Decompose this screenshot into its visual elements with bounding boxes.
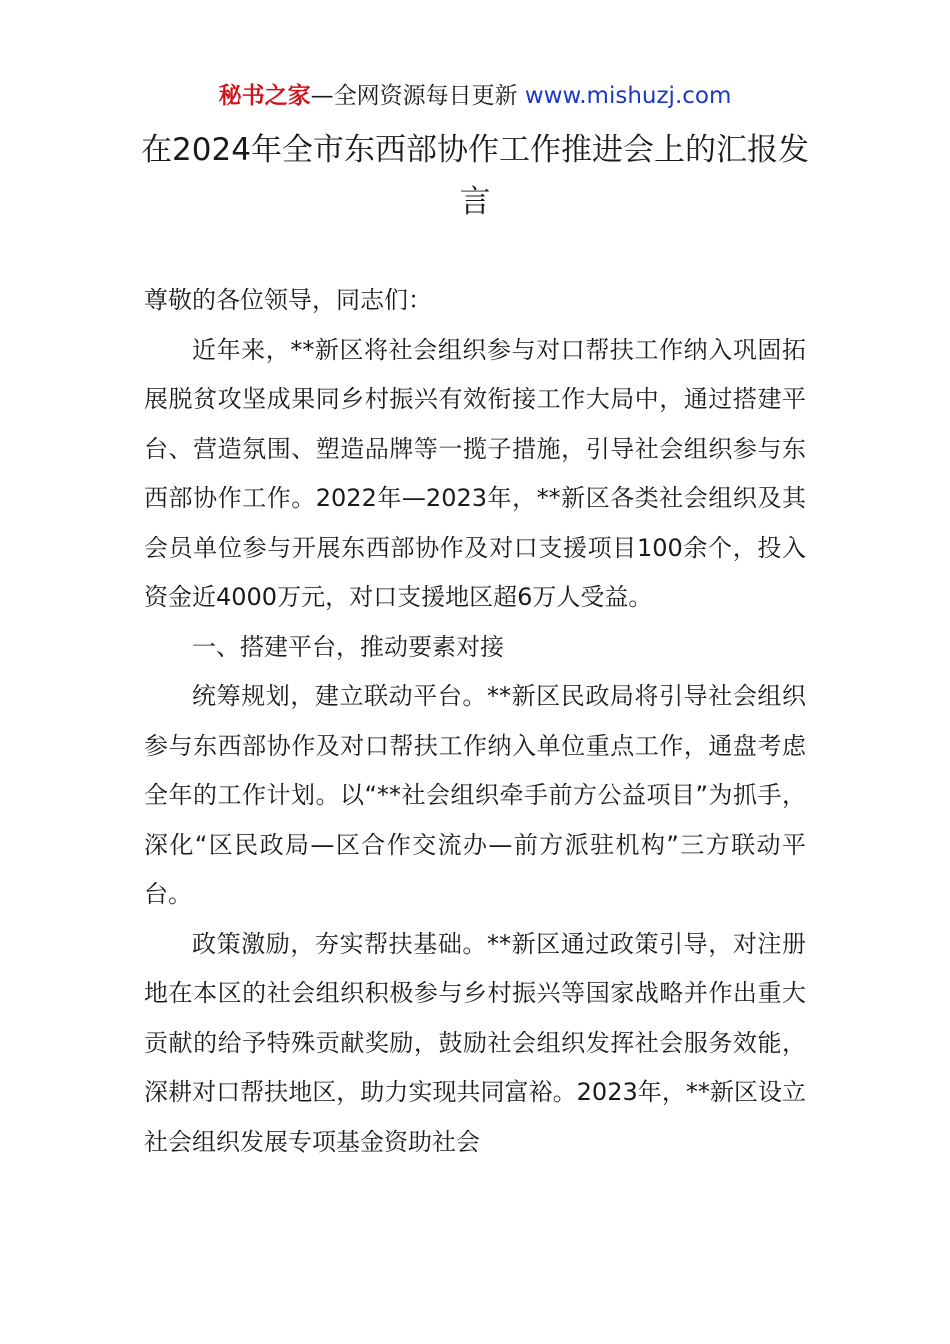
document-body: [144, 276, 806, 1167]
document-title: 在2024年全市东西部协作工作推进会上的汇报发言: [141, 132, 809, 220]
paragraph-intro: 近年来，**新区将社会组织参与对口帮扶工作纳入巩固拓展脱贫攻坚成果同乡村振兴有效衔接工作大局中，通过搭建平台、营造氛围、塑造品牌等一揽子措施，引导社会组织参与东西部协作工作。2022年—2023年，**新区各类社会组织及其会员单位参与开展东西部协作及对口支援项目100余个，投入资金近4000万元，对口支援地区超6万人受益。: [144, 335, 806, 611]
brand-name: 秘书之家: [218, 83, 311, 109]
paragraph-policy: 政策激励，夯实帮扶基础。**新区通过政策引导，对注册地在本区的社会组织积极参与乡村振兴等国家战略并作出重大贡献的给予特殊贡献奖励，鼓励社会组织发挥社会服务效能，深耕对口帮扶地区，助力实现共同富裕。2023年，**新区设立社会组织发展专项基金资助社会: [144, 929, 806, 1156]
section-heading: 一、搭建平台，推动要素对接: [192, 632, 504, 661]
site-header: [0, 80, 950, 112]
salutation: 尊敬的各位领导，同志们：: [144, 286, 432, 314]
site-url-link[interactable]: www.mishuzj.com: [524, 83, 732, 109]
header-tagline: —全网资源每日更新: [310, 83, 525, 109]
paragraph-platform: 统筹规划，建立联动平台。**新区民政局将引导社会组织参与东西部协作及对口帮扶工作纳入单位重点工作，通盘考虑全年的工作计划。以“**社会组织牵手前方公益项目”为抓手，深化“区民政局—区合作交流办—前方派驻机构”三方联动平台。: [144, 682, 806, 908]
